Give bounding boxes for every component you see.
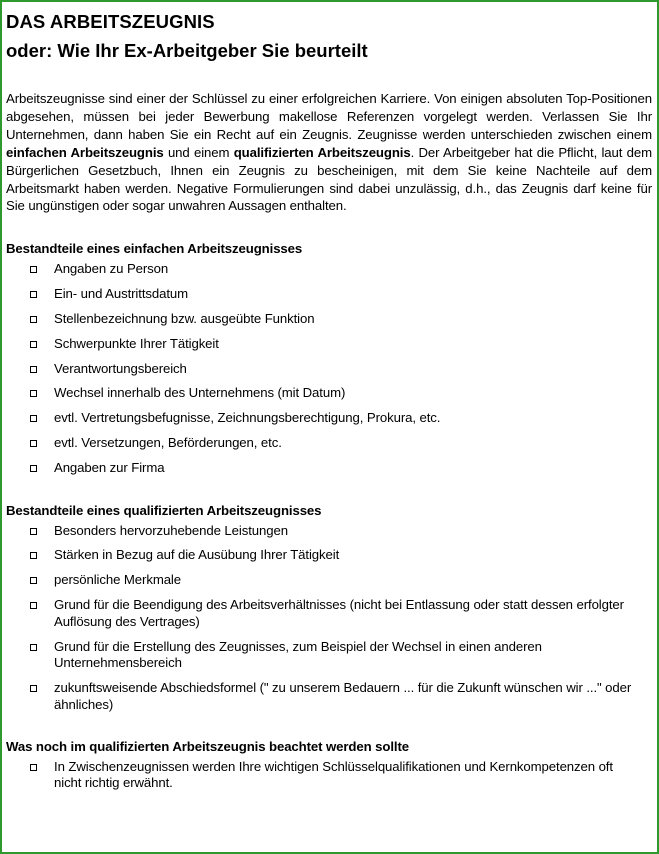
square-bullet-icon xyxy=(30,602,37,609)
intro-bold-qualifiziert: qualifizierten Arbeitszeugnis xyxy=(233,144,411,160)
list-item-text: Schwerpunkte Ihrer Tätigkeit xyxy=(54,335,219,351)
list-item-text: Angaben zu Person xyxy=(54,261,169,277)
list-beachten xyxy=(6,759,652,793)
list-item xyxy=(6,639,652,673)
list-item xyxy=(6,523,652,540)
square-bullet-icon xyxy=(30,552,37,559)
list-item xyxy=(6,385,652,402)
square-bullet-icon xyxy=(30,764,37,771)
section-heading-einfach: Bestandteile eines einfachen Arbeitszeugnisses xyxy=(6,241,303,257)
list-einfach xyxy=(6,261,652,476)
intro-text-1: Arbeitszeugnisse sind einer der Schlüssel zu einer erfolgreichen Karriere. Von einigen absoluten Top-Positionen abgesehen, müssen bei jeder Bewerbung makellose Referenzen vorgelegt werden. Verlassen Sie Ihr Unternehmen, dann haben Sie ein Recht auf ein Zeugnis. Zeugnisse werden unterschieden zwischen einem xyxy=(6,91,652,142)
list-item xyxy=(6,311,652,328)
list-item xyxy=(6,759,652,793)
square-bullet-icon xyxy=(30,291,37,298)
document-body xyxy=(2,10,657,792)
intro-text-2: und einem xyxy=(163,144,234,160)
list-item-text: zukunftsweisende Abschiedsformel (" zu unserem Bedauern ... für die Zukunft wünschen wir ..." oder ähnliches) xyxy=(54,680,632,712)
intro-bold-einfach: einfachen Arbeitszeugnis xyxy=(6,144,164,160)
section-heading-qualifiziert: Bestandteile eines qualifizierten Arbeitszeugnisses xyxy=(6,502,322,518)
square-bullet-icon xyxy=(30,341,37,348)
list-item xyxy=(6,460,652,477)
list-item-text: Grund für die Erstellung des Zeugnisses, zum Beispiel der Wechsel in einen anderen Unternehmensbereich xyxy=(54,638,542,671)
intro-paragraph xyxy=(6,90,652,215)
page-subtitle: oder: Wie Ihr Ex-Arbeitgeber Sie beurteilt xyxy=(6,40,368,61)
square-bullet-icon xyxy=(30,415,37,422)
list-item xyxy=(6,597,652,631)
list-item-text: evtl. Versetzungen, Beförderungen, etc. xyxy=(54,434,282,450)
section-heading-beachten: Was noch im qualifizierten Arbeitszeugnis beachtet werden sollte xyxy=(6,738,409,754)
square-bullet-icon xyxy=(30,366,37,373)
square-bullet-icon xyxy=(30,316,37,323)
intro-text-3: . Der Arbeitgeber hat die Pflicht, laut dem Bürgerlichen Gesetzbuch, Ihnen ein Zeugnis zu bescheinigen, mit dem Sie keine Nachteile auf dem Arbeitsmarkt haben werden. Negative Formulierungen sind dabei unzulässig, d.h., das Zeugnis darf keine für Sie ungünstigen oder sogar unwahren Aussagen enthalten. xyxy=(6,144,652,214)
list-item-text: persönliche Merkmale xyxy=(54,572,181,588)
list-item-text: evtl. Vertretungsbefugnisse, Zeichnungsberechtigung, Prokura, etc. xyxy=(54,410,441,426)
square-bullet-icon xyxy=(30,440,37,447)
list-item xyxy=(6,410,652,427)
list-item-text: Ein- und Austrittsdatum xyxy=(54,286,189,302)
list-item-text: Wechsel innerhalb des Unternehmens (mit Datum) xyxy=(54,385,346,401)
page-title: DAS ARBEITSZEUGNIS xyxy=(6,11,215,32)
square-bullet-icon xyxy=(30,577,37,584)
list-item-text: Verantwortungsbereich xyxy=(54,360,187,376)
square-bullet-icon xyxy=(30,390,37,397)
list-item xyxy=(6,547,652,564)
list-item xyxy=(6,261,652,278)
square-bullet-icon xyxy=(30,685,37,692)
square-bullet-icon xyxy=(30,528,37,535)
list-item xyxy=(6,680,652,714)
list-qualifiziert xyxy=(6,523,652,714)
list-item xyxy=(6,286,652,303)
list-item-text: Angaben zur Firma xyxy=(54,459,165,475)
list-item xyxy=(6,572,652,589)
list-item-text: Stärken in Bezug auf die Ausübung Ihrer Tätigkeit xyxy=(54,547,340,563)
list-item-text: In Zwischenzeugnissen werden Ihre wichtigen Schlüsselqualifikationen und Kernkompetenzen oft nicht richtig erwähnt. xyxy=(54,758,613,791)
list-item xyxy=(6,336,652,353)
list-item-text: Grund für die Beendigung des Arbeitsverhältnisses (nicht bei Entlassung oder statt dessen erfolgter Auflösung des Vertrages) xyxy=(54,596,624,629)
square-bullet-icon xyxy=(30,644,37,651)
square-bullet-icon xyxy=(30,465,37,472)
list-item-text: Besonders hervorzuhebende Leistungen xyxy=(54,522,288,538)
square-bullet-icon xyxy=(30,266,37,273)
list-item-text: Stellenbezeichnung bzw. ausgeübte Funktion xyxy=(54,310,315,326)
list-item xyxy=(6,435,652,452)
list-item xyxy=(6,361,652,378)
